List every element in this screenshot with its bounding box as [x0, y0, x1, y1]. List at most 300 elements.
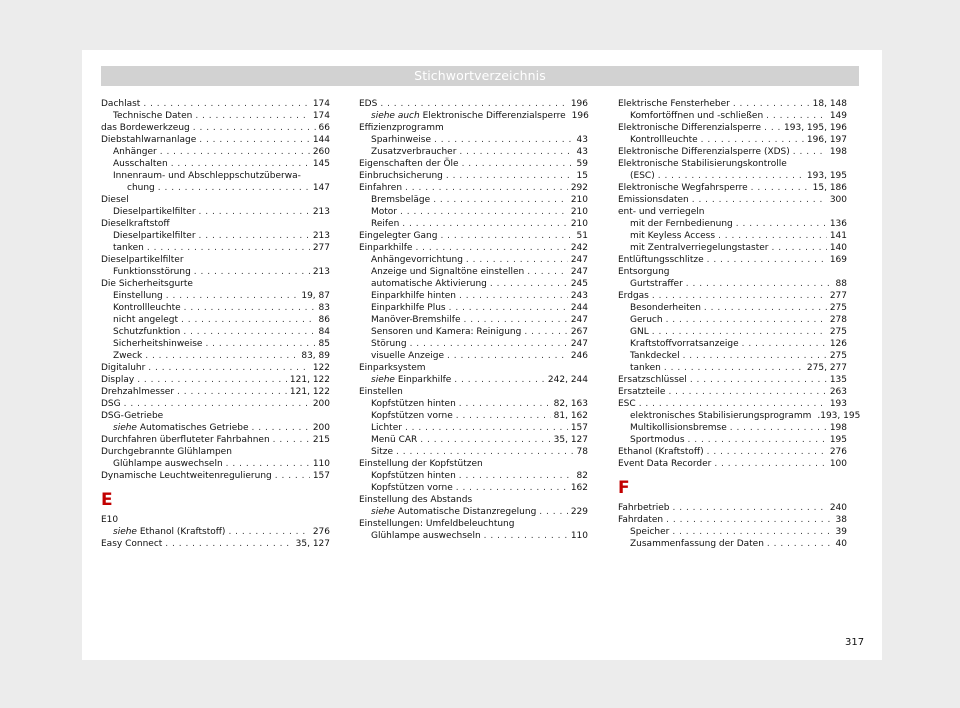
index-subentry [359, 134, 588, 146]
dot-leader [464, 314, 568, 326]
entry-page-ref[interactable]: 210 [570, 219, 588, 229]
entry-term: nicht angelegt [113, 315, 178, 325]
dot-leader [402, 218, 568, 230]
entry-page-ref[interactable]: 83 [318, 303, 330, 313]
dot-leader [148, 362, 310, 374]
entry-term: Tankdeckel [630, 351, 680, 361]
index-entry [101, 434, 330, 446]
index-entry [359, 98, 588, 110]
entry-page-ref[interactable]: 81, 162 [553, 411, 588, 421]
dot-leader [730, 422, 827, 434]
dot-leader [539, 506, 568, 518]
entry-term: Menü CAR [371, 435, 418, 445]
entry-page-ref[interactable]: 275, 277 [806, 363, 847, 373]
index-entry [618, 458, 847, 470]
dot-leader [199, 134, 310, 146]
entry-term [371, 374, 451, 386]
entry-term: Event Data Recorder [618, 459, 712, 469]
entry-term: Digitaluhr [101, 363, 146, 373]
entry-page-ref[interactable]: 162 [570, 483, 588, 493]
entry-term: Gurtstraffer [630, 279, 683, 289]
index-entry [101, 386, 330, 398]
index-subentry [618, 170, 847, 182]
dot-leader [456, 482, 568, 494]
index-subentry [618, 314, 847, 326]
entry-term: Einparksystem [359, 363, 426, 373]
entry-term: Kopfstützen vorne [371, 483, 453, 493]
entry-term: Kontrollleuchte [630, 135, 698, 145]
dot-leader [490, 278, 568, 290]
dot-leader [252, 422, 310, 434]
index-subentry [618, 242, 847, 254]
dot-leader [527, 266, 568, 278]
index-entry [618, 146, 847, 158]
entry-term: Anhängevorrichtung [371, 255, 463, 265]
entry-page-ref[interactable]: 196, 197 [806, 135, 847, 145]
entry-page-ref[interactable]: 242, 244 [547, 375, 588, 385]
entry-page-ref[interactable]: 18, 148 [812, 99, 847, 109]
index-subentry [359, 482, 588, 494]
entry-term: Ersatzteile [618, 387, 666, 397]
entry-page-ref[interactable]: 193 [829, 399, 847, 409]
see-reference: siehe auch [371, 111, 420, 121]
dot-leader [177, 386, 287, 398]
entry-term: Einstellungen: Umfeldbeleuchtung [359, 519, 515, 529]
dot-leader [454, 374, 545, 386]
index-subentry [359, 434, 588, 446]
entry-page-ref[interactable]: 140 [829, 243, 847, 253]
entry-term: Dachlast [101, 99, 141, 109]
dot-leader [714, 458, 826, 470]
entry-term: Sparhinweise [371, 135, 432, 145]
entry-term: Dieselkraftstoff [101, 219, 170, 229]
entry-term: Sicherheitshinweise [113, 339, 203, 349]
dot-leader [440, 230, 573, 242]
dot-leader [405, 422, 568, 434]
entry-term: Kopfstützen vorne [371, 411, 453, 421]
index-subentry [101, 326, 330, 338]
index-entry [618, 254, 847, 266]
dot-leader [690, 374, 827, 386]
index-entry [359, 242, 588, 254]
index-entry [101, 470, 330, 482]
dot-leader [400, 206, 568, 218]
entry-page-ref[interactable]: 126 [829, 339, 847, 349]
entry-page-ref[interactable]: 210 [570, 207, 588, 217]
entry-page-ref[interactable]: 86 [318, 315, 330, 325]
entry-term: Elektronische Wegfahrsperre [618, 183, 748, 193]
dot-leader [688, 434, 827, 446]
entry-term: Sitze [371, 447, 394, 457]
entry-term: Anzeige und Signaltöne einstellen [371, 267, 525, 277]
entry-term: Ausschalten [113, 159, 168, 169]
entry-page-ref[interactable]: 246 [570, 351, 588, 361]
entry-term [371, 110, 566, 122]
index-subentry [359, 446, 588, 458]
entry-page-ref[interactable]: 229 [570, 507, 588, 517]
index-entry [359, 230, 588, 242]
index-subentry [359, 338, 588, 350]
dot-leader [434, 134, 574, 146]
entry-term: chung [127, 183, 155, 193]
entry-page-ref[interactable]: 263 [829, 387, 847, 397]
entry-page-ref[interactable]: 157 [312, 471, 330, 481]
index-entry [618, 386, 847, 398]
dot-leader [456, 410, 551, 422]
entry-term: Einfahren [359, 183, 403, 193]
entry-page-ref[interactable]: 198 [829, 147, 847, 157]
dot-leader [226, 458, 310, 470]
entry-page-ref[interactable]: 247 [570, 339, 588, 349]
entry-term: Besonderheiten [630, 303, 701, 313]
entry-page-ref[interactable]: 277 [312, 243, 330, 253]
dot-leader [183, 326, 315, 338]
entry-term: Bremsbeläge [371, 195, 431, 205]
dot-leader [446, 170, 574, 182]
index-letter-heading: E [101, 490, 113, 510]
index-entry [618, 502, 847, 514]
entry-term: Funktionsstörung [113, 267, 191, 277]
index-entry [618, 514, 847, 526]
index-subentry [101, 338, 330, 350]
dot-leader [466, 254, 568, 266]
index-subentry [618, 278, 847, 290]
dot-leader [707, 254, 827, 266]
entry-page-ref[interactable]: 260 [312, 147, 330, 157]
entry-page-ref[interactable]: 277 [829, 291, 847, 301]
index-column-1 [101, 98, 330, 550]
dot-leader [459, 290, 568, 302]
entry-page-ref[interactable]: 300 [829, 195, 847, 205]
entry-page-ref[interactable]: 276 [829, 447, 847, 457]
entry-term: (ESC) [630, 171, 655, 181]
dot-leader [664, 362, 804, 374]
entry-page-ref[interactable]: 66 [318, 123, 330, 133]
entry-term: das Bordewerkzeug [101, 123, 190, 133]
index-subentry [359, 218, 588, 230]
entry-term: Einbruchsicherung [359, 171, 443, 181]
dot-leader [766, 110, 827, 122]
index-entry [618, 398, 847, 410]
entry-page-ref[interactable]: 278 [829, 315, 847, 325]
entry-page-ref[interactable]: 88 [835, 279, 847, 289]
index-subentry [359, 374, 588, 386]
entry-page-ref[interactable]: 215 [312, 435, 330, 445]
index-entry [359, 518, 588, 530]
entry-term: Elektronische Differenzialsperre (XDS) [618, 147, 790, 157]
index-subentry [618, 350, 847, 362]
entry-page-ref[interactable]: 267 [570, 327, 588, 337]
index-subentry [101, 266, 330, 278]
entry-page-ref[interactable]: 43 [576, 135, 588, 145]
entry-page-ref[interactable]: 169 [829, 255, 847, 265]
entry-page-ref[interactable]: 144 [312, 135, 330, 145]
entry-page-ref[interactable]: 200 [312, 399, 330, 409]
entry-page-ref[interactable]: 78 [576, 447, 588, 457]
entry-page-ref[interactable]: 121, 122 [289, 387, 330, 397]
index-entry [101, 410, 330, 422]
entry-term: Einparkhilfe hinten [371, 291, 456, 301]
dot-leader [194, 266, 310, 278]
entry-term: Entsorgung [618, 267, 670, 277]
index-subentry [618, 134, 847, 146]
entry-term: Elektrische Fensterheber [618, 99, 730, 109]
entry-term: Glühlampe auswechseln [113, 459, 223, 469]
index-subentry [101, 350, 330, 362]
entry-page-ref[interactable]: 210 [570, 195, 588, 205]
entry-page-ref[interactable]: 35, 127 [553, 435, 588, 445]
index-subentry [359, 470, 588, 482]
entry-page-ref[interactable]: 275 [829, 327, 847, 337]
index-subentry [359, 398, 588, 410]
dot-leader [459, 146, 573, 158]
index-entry [618, 266, 847, 278]
entry-page-ref[interactable]: 243 [570, 291, 588, 301]
dot-leader [447, 350, 568, 362]
index-subentry [618, 526, 847, 538]
index-subentry [359, 350, 588, 362]
entry-term-text: Automatisches Getriebe [136, 423, 249, 433]
entry-page-ref[interactable]: 35, 127 [295, 539, 330, 549]
entry-page-ref[interactable]: 135 [829, 375, 847, 385]
dot-leader [718, 230, 827, 242]
entry-term: Durchgebrannte Glühlampen [101, 447, 232, 457]
entry-term: Lichter [371, 423, 402, 433]
entry-page-ref[interactable]: 275 [829, 303, 847, 313]
entry-page-ref[interactable]: 193, 195 [806, 171, 847, 181]
entry-page-ref[interactable]: 200 [312, 423, 330, 433]
entry-page-ref[interactable]: 275 [829, 351, 847, 361]
entry-term: tanken [113, 243, 144, 253]
dot-leader [658, 170, 804, 182]
index-subentry [618, 302, 847, 314]
entry-page-ref[interactable]: 240 [829, 503, 847, 513]
entry-page-ref[interactable]: 38 [835, 515, 847, 525]
index-subentry [618, 326, 847, 338]
entry-page-ref[interactable]: 51 [576, 231, 588, 241]
dot-leader [701, 134, 804, 146]
index-subentry [359, 422, 588, 434]
entry-page-ref[interactable]: 39 [835, 527, 847, 537]
index-letter-heading: F [618, 478, 630, 498]
entry-term: Fahrdaten [618, 515, 664, 525]
dot-leader [195, 110, 309, 122]
dot-leader [652, 326, 827, 338]
entry-page-ref[interactable]: 40 [835, 539, 847, 549]
entry-page-ref[interactable]: 145 [312, 159, 330, 169]
entry-term: Ethanol (Kraftstoff) [618, 447, 704, 457]
index-entry [618, 122, 847, 134]
dot-leader [683, 350, 827, 362]
index-subentry [101, 526, 330, 538]
index-subentry [359, 314, 588, 326]
entry-term: Einstellung [113, 291, 163, 301]
dot-leader [124, 398, 310, 410]
entry-term: Zusatzverbraucher [371, 147, 457, 157]
dot-leader [420, 434, 550, 446]
entry-term: Kopfstützen hinten [371, 399, 456, 409]
entry-page-ref[interactable]: 85 [318, 339, 330, 349]
entry-page-ref[interactable]: 84 [318, 327, 330, 337]
dot-leader [137, 374, 287, 386]
entry-page-ref[interactable]: 141 [829, 231, 847, 241]
entry-term: Die Sicherheitsgurte [101, 279, 193, 289]
entry-term: Effizienzprogramm [359, 123, 444, 133]
entry-page-ref[interactable]: 147 [312, 183, 330, 193]
dot-leader [751, 182, 810, 194]
dot-leader [181, 314, 316, 326]
entry-page-ref[interactable]: 245 [570, 279, 588, 289]
index-subentry [101, 458, 330, 470]
index-subentry [359, 146, 588, 158]
entry-page-ref[interactable]: 193, 195, 196 [784, 123, 847, 133]
index-entry [359, 122, 588, 134]
entry-term: Fahrbetrieb [618, 503, 670, 513]
entry-term: Anhänger [113, 147, 157, 157]
entry-term: Display [101, 375, 135, 385]
dot-leader [410, 338, 568, 350]
entry-page-ref[interactable]: 15, 186 [812, 183, 847, 193]
entry-term: Einstellung des Abstands [359, 495, 473, 505]
index-entry [618, 374, 847, 386]
entry-page-ref[interactable]: 247 [570, 267, 588, 277]
index-entry [359, 458, 588, 470]
dot-leader [673, 502, 827, 514]
entry-term: EDS [359, 99, 378, 109]
entry-page-ref[interactable]: 157 [570, 423, 588, 433]
see-reference: siehe [371, 375, 395, 385]
entry-page-ref[interactable]: 213 [312, 267, 330, 277]
dot-leader [666, 514, 832, 526]
entry-page-ref[interactable]: 136 [829, 219, 847, 229]
entry-term: GNL [630, 327, 649, 337]
entry-page-ref[interactable]: 59 [576, 159, 588, 169]
entry-term: Motor [371, 207, 398, 217]
dot-leader [764, 122, 781, 134]
entry-page-ref[interactable]: 198 [829, 423, 847, 433]
dot-leader [459, 398, 551, 410]
index-subentry [101, 158, 330, 170]
dot-leader [380, 98, 567, 110]
dot-leader [772, 242, 827, 254]
entry-page-ref[interactable]: 292 [570, 183, 588, 193]
dot-leader [462, 158, 574, 170]
entry-page-ref[interactable]: 43 [576, 147, 588, 157]
index-entry [101, 254, 330, 266]
entry-term-text: Ethanol (Kraftstoff) [136, 527, 226, 537]
dot-leader [205, 338, 315, 350]
entry-term: Sensoren und Kamera: Reinigung [371, 327, 522, 337]
entry-page-ref[interactable]: 196 [570, 99, 588, 109]
entry-page-ref[interactable]: .193, 195 [817, 411, 861, 421]
entry-page-ref[interactable]: 195 [829, 435, 847, 445]
index-entry [618, 194, 847, 206]
index-subentry [359, 506, 588, 518]
dot-leader [767, 538, 833, 550]
entry-page-ref[interactable]: 83, 89 [301, 351, 330, 361]
entry-page-ref[interactable]: 122 [312, 363, 330, 373]
dot-leader [449, 302, 568, 314]
entry-page-ref[interactable]: 213 [312, 231, 330, 241]
index-subentry [618, 410, 861, 422]
entry-page-ref[interactable]: 82, 163 [553, 399, 588, 409]
entry-page-ref[interactable]: 149 [829, 111, 847, 121]
index-entry [101, 514, 330, 526]
entry-page-ref[interactable]: 19, 87 [301, 291, 330, 301]
entry-page-ref[interactable]: 82 [576, 471, 588, 481]
index-entry [618, 206, 847, 218]
entry-page-ref[interactable]: 276 [312, 527, 330, 537]
index-subentry [101, 206, 330, 218]
entry-page-ref[interactable]: 196 [571, 111, 589, 121]
entry-term [113, 526, 225, 538]
index-subentry [359, 530, 588, 542]
dot-leader [686, 278, 833, 290]
entry-term: Dynamische Leuchtweitenregulierung [101, 471, 272, 481]
entry-page-ref[interactable]: 15 [576, 171, 588, 181]
entry-page-ref[interactable]: 110 [570, 531, 588, 541]
entry-term: Ersatzschlüssel [618, 375, 687, 385]
entry-page-ref[interactable]: 121, 122 [289, 375, 330, 385]
dot-leader [145, 350, 298, 362]
entry-page-ref[interactable]: 174 [312, 99, 330, 109]
index-subentry [101, 314, 330, 326]
index-entry [101, 134, 330, 146]
entry-term: Drehzahlmesser [101, 387, 175, 397]
index-subentry [101, 110, 330, 122]
index-subentry [618, 538, 847, 550]
dot-leader [484, 530, 568, 542]
entry-page-ref[interactable]: 247 [570, 315, 588, 325]
entry-term: mit der Fernbedienung [630, 219, 733, 229]
index-entry [359, 158, 588, 170]
entry-page-ref[interactable]: 213 [312, 207, 330, 217]
index-column-3 [618, 98, 861, 550]
index-entry [101, 398, 330, 410]
dot-leader [396, 446, 574, 458]
dot-leader [707, 446, 827, 458]
index-subentry [359, 290, 588, 302]
index-subentry [618, 362, 847, 374]
entry-page-ref[interactable]: 247 [570, 255, 588, 265]
entry-term: Innenraum- und Abschleppschutzüberwa- [113, 171, 301, 181]
dot-leader [143, 98, 309, 110]
entry-term: Zusammenfassung der Daten [630, 539, 764, 549]
dot-leader [668, 386, 826, 398]
index-subentry [101, 422, 330, 434]
entry-term: mit Zentralverriegelungstaster [630, 243, 769, 253]
entry-page-ref[interactable]: 242 [570, 243, 588, 253]
entry-term: Multikollisionsbremse [630, 423, 727, 433]
index-entry [359, 494, 588, 506]
entry-page-ref[interactable]: 244 [570, 303, 588, 313]
dot-leader [666, 314, 827, 326]
entry-page-ref[interactable]: 100 [829, 459, 847, 469]
dot-leader [166, 290, 299, 302]
entry-page-ref[interactable]: 110 [312, 459, 330, 469]
index-subentry [101, 182, 330, 194]
entry-term: DSG-Getriebe [101, 411, 164, 421]
dot-leader [405, 182, 568, 194]
entry-term: Einstellung der Kopfstützen [359, 459, 483, 469]
entry-term: Zweck [113, 351, 143, 361]
index-subentry [359, 110, 588, 122]
index-entry [101, 98, 330, 110]
index-subentry [618, 434, 847, 446]
dot-leader [273, 434, 310, 446]
index-entry [618, 446, 847, 458]
entry-page-ref[interactable]: 174 [312, 111, 330, 121]
